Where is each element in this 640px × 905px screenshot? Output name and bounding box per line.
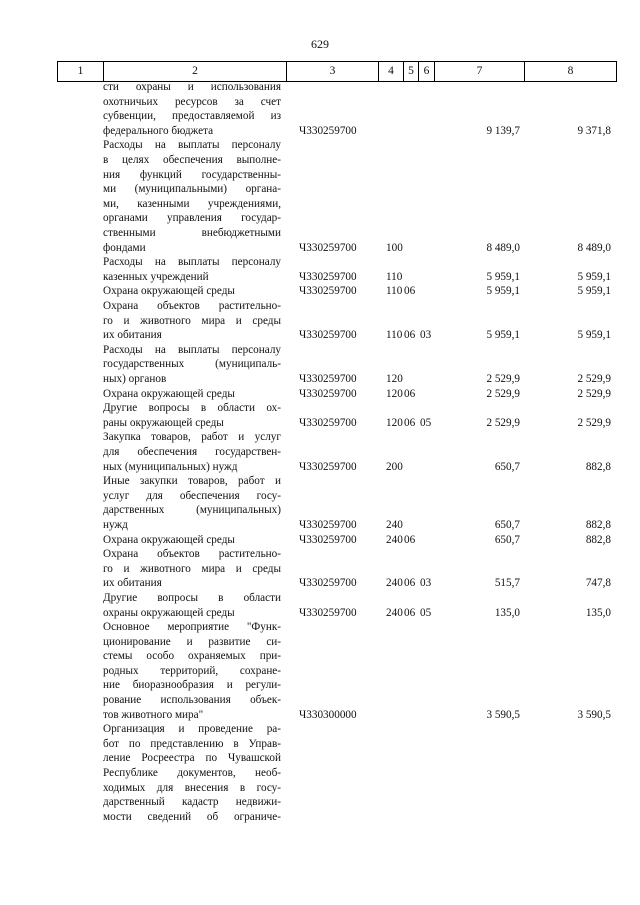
description-line: органами управления государ- bbox=[103, 212, 281, 225]
section: 06 bbox=[404, 577, 416, 590]
description-line: субвенции, предоставляемой из bbox=[103, 110, 281, 123]
section: 06 bbox=[404, 606, 416, 619]
amount-col8: 2 529,9 bbox=[577, 372, 611, 385]
table-row bbox=[0, 80, 640, 138]
description-line: их обитания bbox=[103, 577, 162, 590]
amount-col8: 5 959,1 bbox=[577, 285, 611, 298]
description-line: охотничьих ресурсов за счет bbox=[103, 95, 281, 108]
description-line: для обеспечения государствен- bbox=[103, 445, 281, 458]
description-line: бот по представлению в Управ- bbox=[103, 737, 281, 750]
description-line: казенных учреждений bbox=[103, 270, 209, 283]
header-col-8: 8 bbox=[567, 65, 574, 77]
section: 06 bbox=[404, 387, 416, 400]
expense-type: 240 bbox=[386, 518, 403, 531]
description-line: ных) органов bbox=[103, 372, 167, 385]
description-line: родных территорий, сохране- bbox=[103, 664, 281, 677]
description-line: сти охраны и использования bbox=[103, 81, 281, 93]
description-line: мости сведений об ограниче- bbox=[103, 810, 281, 823]
subsection: 03 bbox=[420, 577, 432, 590]
target-code: Ч330259700 bbox=[299, 270, 357, 283]
target-code: Ч330259700 bbox=[299, 460, 357, 473]
amount-col8: 882,8 bbox=[585, 533, 611, 546]
description-line: Охрана окружающей среды bbox=[103, 285, 235, 298]
amount-col7: 2 529,9 bbox=[486, 416, 520, 429]
target-code: Ч330259700 bbox=[299, 387, 357, 400]
target-code: Ч330259700 bbox=[299, 416, 357, 429]
table-row bbox=[0, 430, 640, 474]
section: 06 bbox=[404, 533, 416, 546]
amount-col7: 515,7 bbox=[494, 577, 520, 590]
target-code: Ч330300000 bbox=[299, 708, 357, 721]
amount-col7: 650,7 bbox=[494, 533, 520, 546]
description-line: охраны окружающей среды bbox=[103, 606, 235, 619]
description-line: Закупка товаров, работ и услуг bbox=[103, 431, 281, 444]
header-col-6: 6 bbox=[419, 62, 435, 81]
target-code: Ч330259700 bbox=[299, 533, 357, 546]
amount-col7: 135,0 bbox=[494, 606, 520, 619]
amount-col7: 5 959,1 bbox=[486, 329, 520, 342]
target-code: Ч330259700 bbox=[299, 606, 357, 619]
description-line: Расходы на выплаты персоналу bbox=[103, 139, 281, 152]
target-code: Ч330259700 bbox=[299, 372, 357, 385]
table-row bbox=[0, 401, 640, 430]
table-row bbox=[0, 620, 640, 722]
description-line: Расходы на выплаты персоналу bbox=[103, 343, 281, 356]
description-line: государственных (муниципаль- bbox=[103, 358, 281, 371]
amount-col7: 2 529,9 bbox=[486, 387, 520, 400]
section: 06 bbox=[404, 285, 416, 298]
amount-col7: 650,7 bbox=[494, 460, 520, 473]
description-line: Охрана окружающей среды bbox=[103, 533, 235, 546]
expense-type: 110 bbox=[386, 329, 403, 342]
description-line: Организация и проведение ра- bbox=[103, 723, 281, 736]
target-code: Ч330259700 bbox=[299, 577, 357, 590]
description-line: стемы особо охраняемых при- bbox=[103, 650, 281, 663]
amount-col8: 9 371,8 bbox=[577, 124, 611, 137]
subsection: 03 bbox=[420, 329, 432, 342]
description-line: нужд bbox=[103, 518, 128, 531]
amount-col8: 135,0 bbox=[585, 606, 611, 619]
target-code: Ч330259700 bbox=[299, 124, 357, 137]
expense-type: 240 bbox=[386, 606, 403, 619]
description-line: тов животного мира" bbox=[103, 708, 204, 721]
expense-type: 110 bbox=[386, 270, 403, 283]
description-line: го и животного мира и среды bbox=[103, 562, 281, 575]
description-line: Охрана окружающей среды bbox=[103, 387, 235, 400]
expense-type: 240 bbox=[386, 533, 403, 546]
description-line: ственными внебюджетными bbox=[103, 226, 281, 239]
amount-col8: 5 959,1 bbox=[577, 329, 611, 342]
table-row bbox=[0, 387, 640, 402]
description-line: Охрана объектов растительно- bbox=[103, 299, 281, 312]
expense-type: 120 bbox=[386, 387, 403, 400]
row-description bbox=[103, 138, 281, 255]
header-col-7: 7 bbox=[435, 62, 525, 81]
subsection: 05 bbox=[420, 606, 432, 619]
subsection: 05 bbox=[420, 416, 432, 429]
amount-col8: 3 590,5 bbox=[577, 708, 611, 721]
header-col-3: 3 bbox=[287, 62, 379, 81]
amount-col8: 882,8 bbox=[585, 518, 611, 531]
table-row bbox=[0, 474, 640, 532]
description-line: ния функций государственны- bbox=[103, 168, 281, 181]
description-line: ционирование и развитие си- bbox=[103, 635, 281, 648]
amount-col7: 650,7 bbox=[494, 518, 520, 531]
description-line: фондами bbox=[103, 241, 146, 254]
description-line: дарственный кадастр недвижи- bbox=[103, 796, 281, 809]
header-col-4: 4 bbox=[379, 62, 404, 81]
expense-type: 200 bbox=[386, 460, 403, 473]
section: 06 bbox=[404, 416, 416, 429]
amount-col8: 882,8 bbox=[585, 460, 611, 473]
description-line: ходимых для внесения в госу- bbox=[103, 781, 281, 794]
amount-col8: 8 489,0 bbox=[577, 241, 611, 254]
description-line: рование использования объек- bbox=[103, 694, 281, 707]
description-line: Другие вопросы в области bbox=[103, 591, 281, 604]
description-line: услуг для обеспечения госу- bbox=[103, 489, 281, 502]
target-code: Ч330259700 bbox=[299, 241, 357, 254]
description-line: ние биоразнообразия и регули- bbox=[103, 679, 281, 692]
table-row bbox=[0, 255, 640, 284]
header-col-2: 2 bbox=[104, 62, 287, 81]
description-line: го и животного мира и среды bbox=[103, 314, 281, 327]
expense-type: 120 bbox=[386, 372, 403, 385]
amount-col8: 2 529,9 bbox=[577, 416, 611, 429]
expense-type: 110 bbox=[386, 285, 403, 298]
description-line: федерального бюджета bbox=[103, 124, 214, 137]
description-line: Республике документов, необ- bbox=[103, 767, 281, 780]
description-line: их обитания bbox=[103, 329, 162, 342]
table-row bbox=[0, 533, 640, 548]
amount-col7: 5 959,1 bbox=[486, 270, 520, 283]
table-row bbox=[0, 138, 640, 255]
table-header bbox=[57, 61, 617, 82]
table-row bbox=[0, 722, 640, 824]
page-number: 629 bbox=[311, 37, 329, 51]
header-col-5: 5 bbox=[404, 62, 419, 81]
amount-col7: 5 959,1 bbox=[486, 285, 520, 298]
amount-col7: 9 139,7 bbox=[486, 124, 520, 137]
description-line: Иные закупки товаров, работ и bbox=[103, 475, 281, 488]
expense-type: 120 bbox=[386, 416, 403, 429]
expense-type: 240 bbox=[386, 577, 403, 590]
section: 06 bbox=[404, 329, 416, 342]
description-line: дарственных (муниципальных) bbox=[103, 504, 281, 517]
amount-col7: 8 489,0 bbox=[486, 241, 520, 254]
description-line: ми, казенными учреждениями, bbox=[103, 197, 281, 210]
description-line: Основное мероприятие "Функ- bbox=[103, 621, 281, 634]
table-row bbox=[0, 343, 640, 387]
table-row bbox=[0, 284, 640, 299]
description-line: Другие вопросы в области ох- bbox=[103, 402, 281, 415]
description-line: в целях обеспечения выполне- bbox=[103, 153, 281, 166]
target-code: Ч330259700 bbox=[299, 518, 357, 531]
description-line: ление Росреестра по Чувашской bbox=[103, 752, 281, 765]
target-code: Ч330259700 bbox=[299, 285, 357, 298]
table-row bbox=[0, 547, 640, 591]
budget-table-body bbox=[0, 80, 640, 824]
header-col-1: 1 bbox=[58, 62, 104, 81]
amount-col8: 2 529,9 bbox=[577, 387, 611, 400]
description-line: Охрана объектов растительно- bbox=[103, 548, 281, 561]
expense-type: 100 bbox=[386, 241, 403, 254]
description-line: раны окружающей среды bbox=[103, 416, 224, 429]
description-line: Расходы на выплаты персоналу bbox=[103, 256, 281, 269]
amount-col8: 5 959,1 bbox=[577, 270, 611, 283]
table-row bbox=[0, 299, 640, 343]
description-line: ми (муниципальными) органа- bbox=[103, 183, 281, 196]
target-code: Ч330259700 bbox=[299, 329, 357, 342]
amount-col7: 3 590,5 bbox=[486, 708, 520, 721]
amount-col8: 747,8 bbox=[585, 577, 611, 590]
amount-col7: 2 529,9 bbox=[486, 372, 520, 385]
description-line: ных (муниципальных) нужд bbox=[103, 460, 238, 473]
table-row bbox=[0, 591, 640, 620]
